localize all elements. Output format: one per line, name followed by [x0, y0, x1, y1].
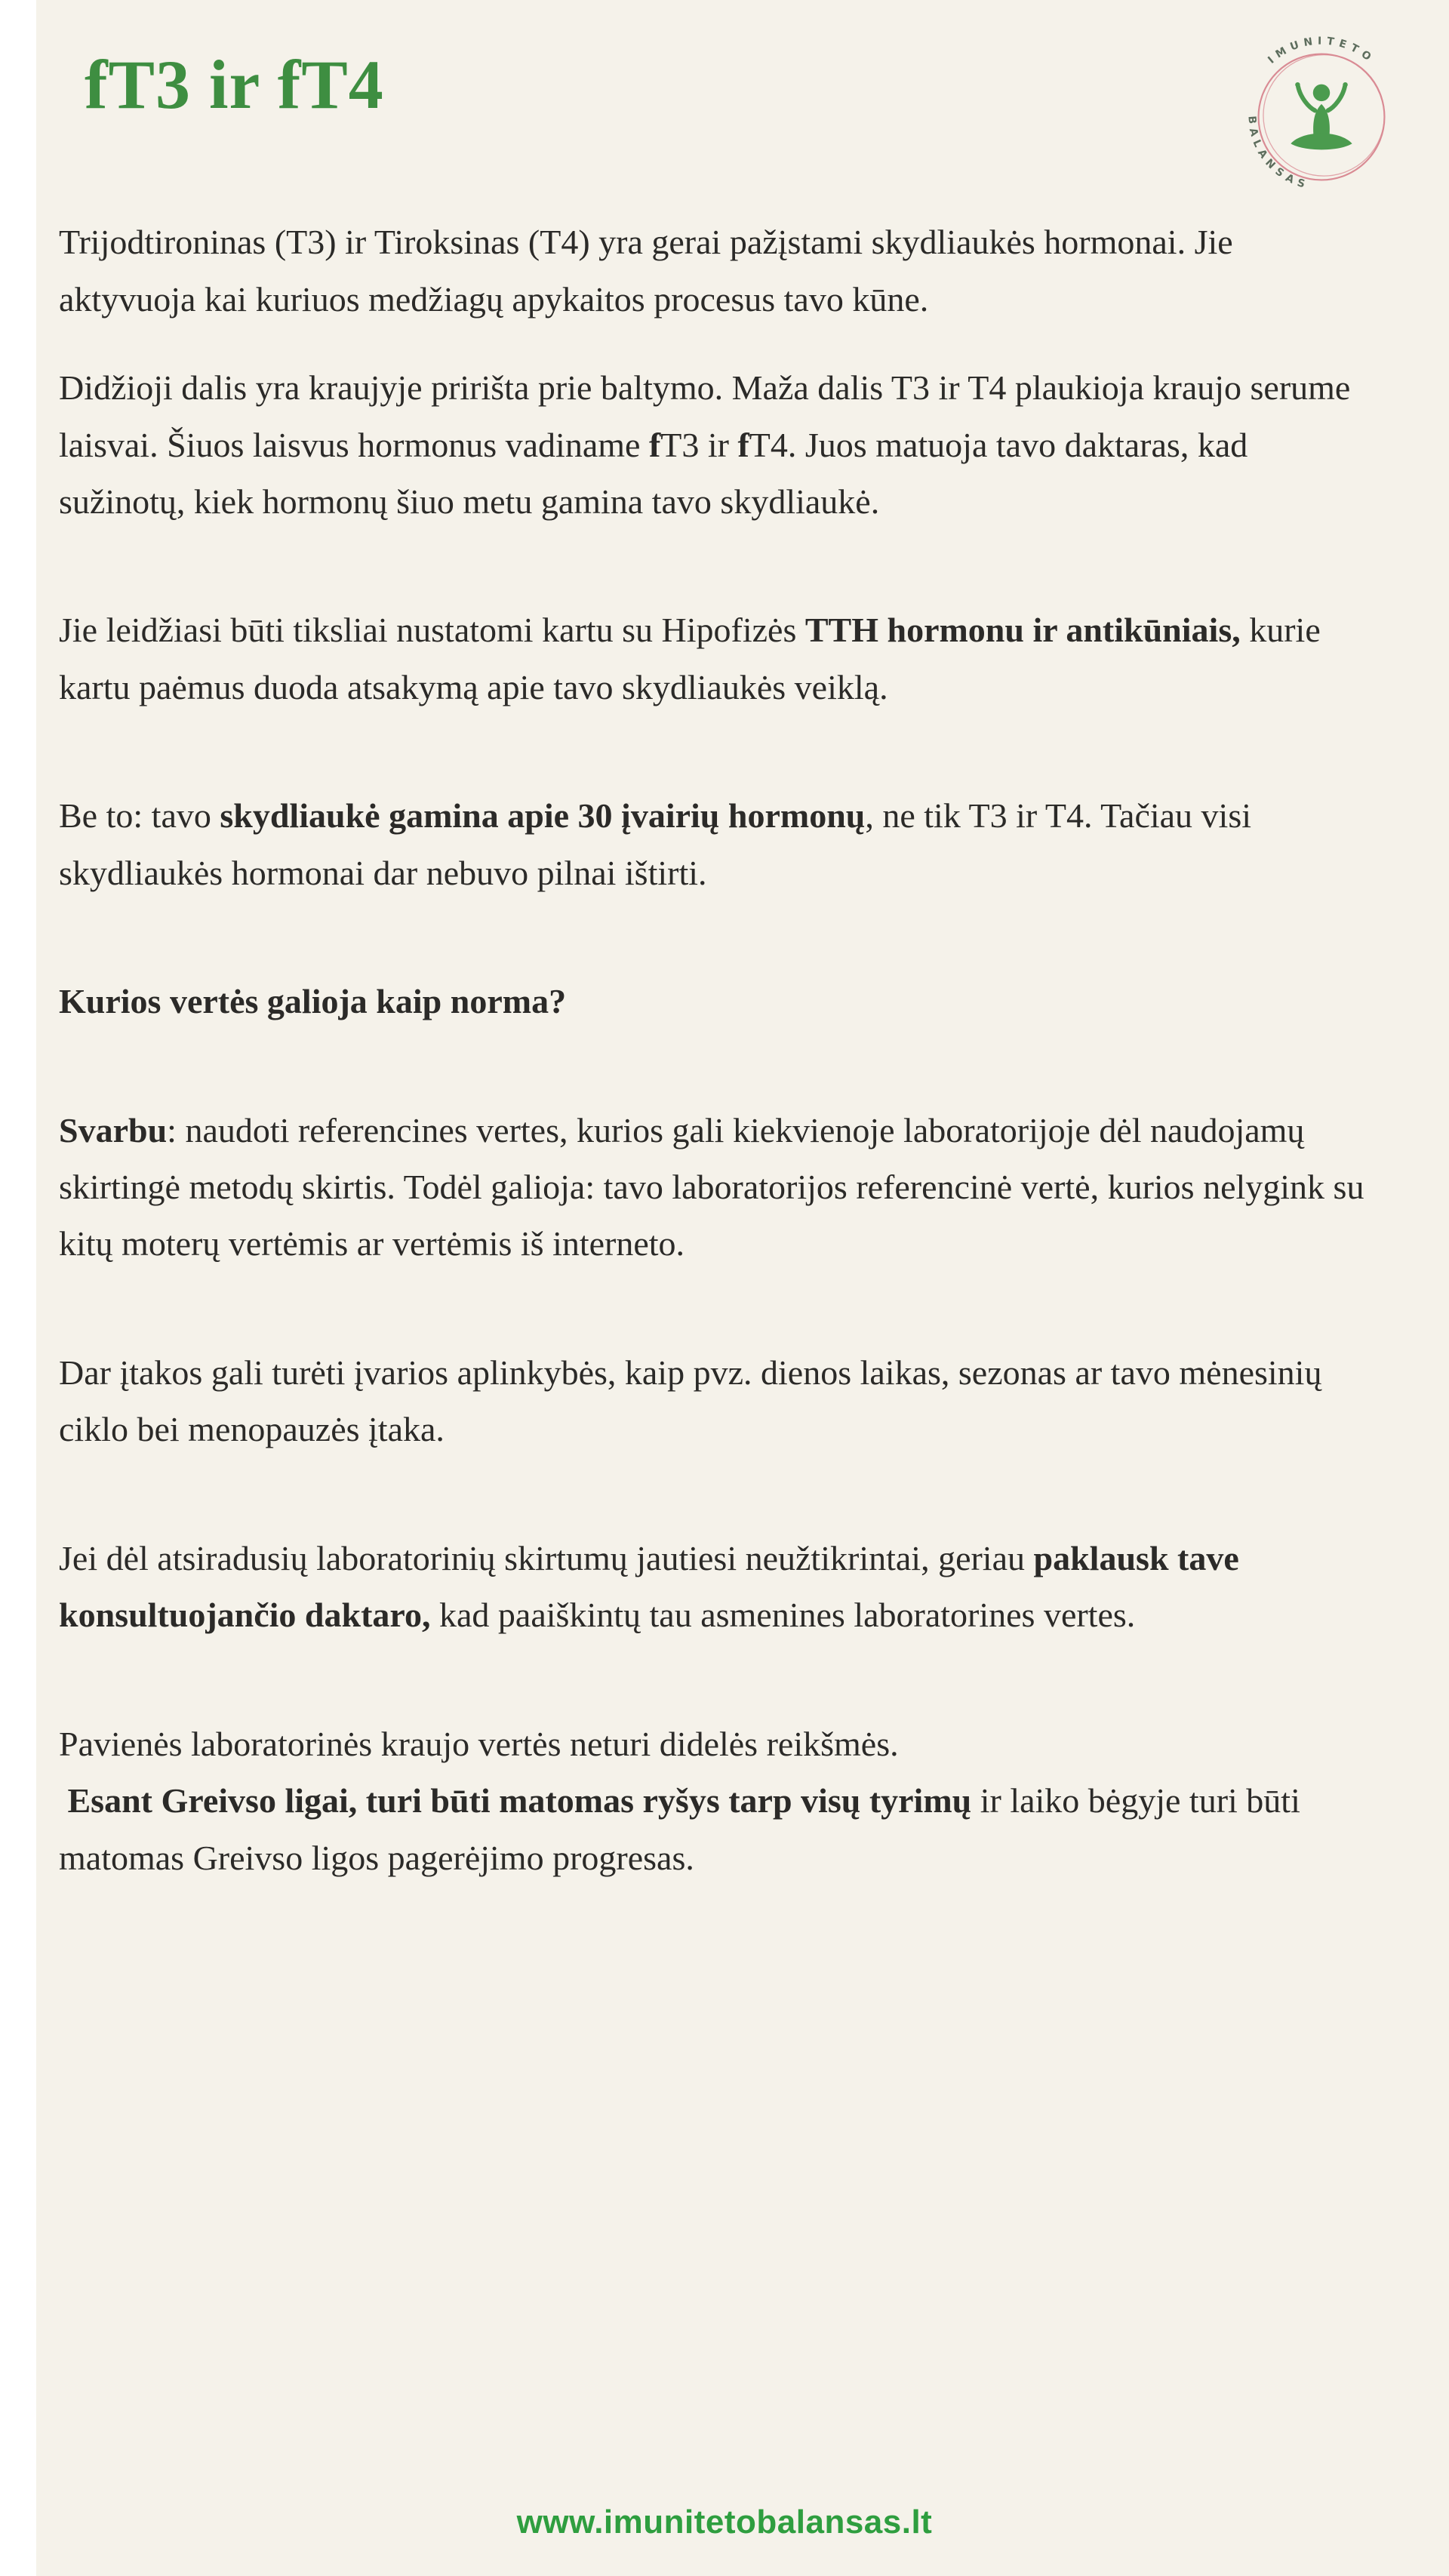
meditation-figure-icon [1291, 82, 1352, 149]
left-margin-strip [0, 0, 36, 2576]
section-heading-norms: Kurios vertės galioja kaip norma? [59, 982, 567, 1021]
paragraph-tth-antibodies: Jie leidžiasi būti tiksliai nustatomi kartu su Hipofizės TTH hormonu ir antikūniais, kurie kartu paėmus duoda atsakymą apie tavo skydliaukės veiklą. [59, 611, 1321, 706]
website-link[interactable]: www.imunitetobalansas.lt [516, 2504, 933, 2541]
brand-logo [1241, 36, 1402, 198]
logo-arc-text-top: IMUNITETO [1266, 36, 1377, 66]
paragraph-free-hormones: Didžioji dalis yra kraujyje pririšta prie baltymo. Maža dalis T3 ir T4 plaukioja kraujo serume laisvai. Šiuos laisvus hormonus vadiname fT3 ir fT4. Juos matuoja tavo daktaras, kad sužinotų, kiek hormonų šiuo metu gamina tavo skydliaukė. [59, 368, 1351, 521]
header [0, 0, 1449, 192]
paragraph-consult-doctor: Jei dėl atsiradusių laboratorinių skirtumų jautiesi neužtikrintai, geriau paklausk tave konsultuojančio daktaro, kad paaiškintų tau asmenines laboratorines vertes. [59, 1538, 1239, 1635]
paragraph-graves-progress: Pavienės laboratorinės kraujo vertės neturi didelės reikšmės. Esant Greivso ligai, turi būti matomas ryšys tarp visų tyrimų ir laiko bėgyje turi būti matomas Greivso ligos pagerėjimo progresas. [59, 1724, 1300, 1877]
paragraph-30-hormones: Be to: tavo skydliaukė gamina apie 30 įvairių hormonų, ne tik T3 ir T4. Tačiau visi skydliaukės hormonai dar nebuvo pilnai ištirti. [59, 796, 1252, 892]
logo-arc-text-bottom: BALANSAS [1245, 115, 1312, 192]
brand-logo-graphic [1241, 36, 1402, 198]
paragraph-t3-t4-intro: Trijodtironinas (T3) ir Tiroksinas (T4) yra gerai pažįstami skydliaukės hormonai. Jie aktyvuoja kai kuriuos medžiagų apykaitos procesus tavo kūne. [59, 223, 1233, 319]
paragraph-influences: Dar įtakos gali turėti įvarios aplinkybės, kaip pvz. dienos laikas, sezonas ar tavo mėnesinių ciklo bei menopauzės įtaka. [59, 1353, 1322, 1449]
footer [0, 2504, 1449, 2541]
paragraph-reference-values: Svarbu: naudoti referencines vertes, kurios gali kiekvienoje laboratorijoje dėl naudojamų skirtingė metodų skirtis. Todėl galioja: tavo laboratorijos referencinė vertė, kurios nelygink su kitų moterų vertėmis ar vertėmis iš interneto. [59, 1110, 1364, 1263]
article-body [0, 123, 1449, 1886]
page-title: fT3 ir fT4 [85, 46, 384, 123]
